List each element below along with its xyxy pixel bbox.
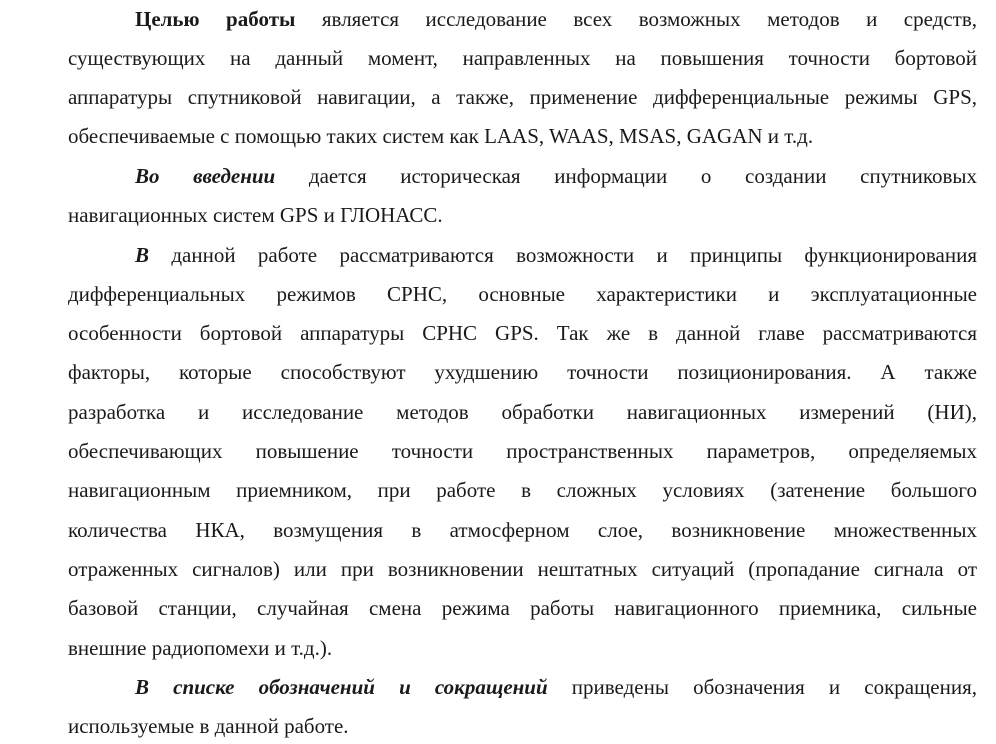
paragraph-3-line-11: внешние радиопомехи и т.д.). [68, 636, 333, 660]
paragraph-2-line-1-text: дается историческая информации о создании спутниковых [308, 164, 978, 188]
paragraph-3-lead: В [135, 243, 150, 267]
paragraph-1-lead: Целью работы [135, 7, 296, 31]
paragraph-3-line-5: разработка и исследование методов обработки навигационных измерений (НИ), [68, 400, 977, 424]
paragraph-4-lead: В списке обозначений и сокращений [135, 675, 548, 699]
paragraph-3-line-2: дифференциальных режимов СРНС, основные характеристики и эксплуатационные [68, 282, 977, 306]
paragraph-2-line-1 [135, 162, 977, 190]
paragraph-3-line-10: базовой станции, случайная смена режима работы навигационного приемника, сильные [68, 596, 977, 620]
paragraph-4-line-2: используемые в данной работе. [68, 714, 349, 738]
paragraph-4-line-1-text: приведены обозначения и сокращения, [571, 675, 977, 699]
paragraph-1-line-3: аппаратуры спутниковой навигации, а также, применение дифференциальные режимы GPS, [68, 85, 977, 109]
paragraph-3-line-1-text: данной работе рассматриваются возможности и принципы функционирования [171, 243, 977, 267]
paragraph-2-lead: Во введении [135, 164, 276, 188]
paragraph-3-line-7: навигационным приемником, при работе в сложных условиях (затенение большого [68, 478, 977, 502]
paragraph-1-line-1 [135, 5, 977, 33]
paragraph-1-line-1-text: является исследование всех возможных методов и средств, [321, 7, 978, 31]
paragraph-3-line-6: обеспечивающих повышение точности пространственных параметров, определяемых [68, 439, 977, 463]
paragraph-3-line-9: отраженных сигналов) или при возникновении нештатных ситуаций (пропадание сигнала от [68, 557, 977, 581]
paragraph-3-line-4: факторы, которые способствуют ухудшению точности позиционирования. А также [68, 360, 977, 384]
paragraph-1-line-4: обеспечиваемые с помощью таких систем как LAAS, WAAS, MSAS, GAGAN и т.д. [68, 124, 814, 148]
paragraph-3-line-8: количества НКА, возмущения в атмосферном слое, возникновение множественных [68, 518, 977, 542]
paragraph-1-line-2: существующих на данный момент, направленных на повышения точности бортовой [68, 46, 977, 70]
paragraph-3-line-3: особенности бортовой аппаратуры СРНС GPS. Так же в данной главе рассматриваются [68, 321, 977, 345]
paragraph-3-line-1 [135, 241, 977, 269]
paragraph-4-line-1 [135, 673, 977, 701]
paragraph-2-line-2: навигационных систем GPS и ГЛОНАСС. [68, 203, 443, 227]
